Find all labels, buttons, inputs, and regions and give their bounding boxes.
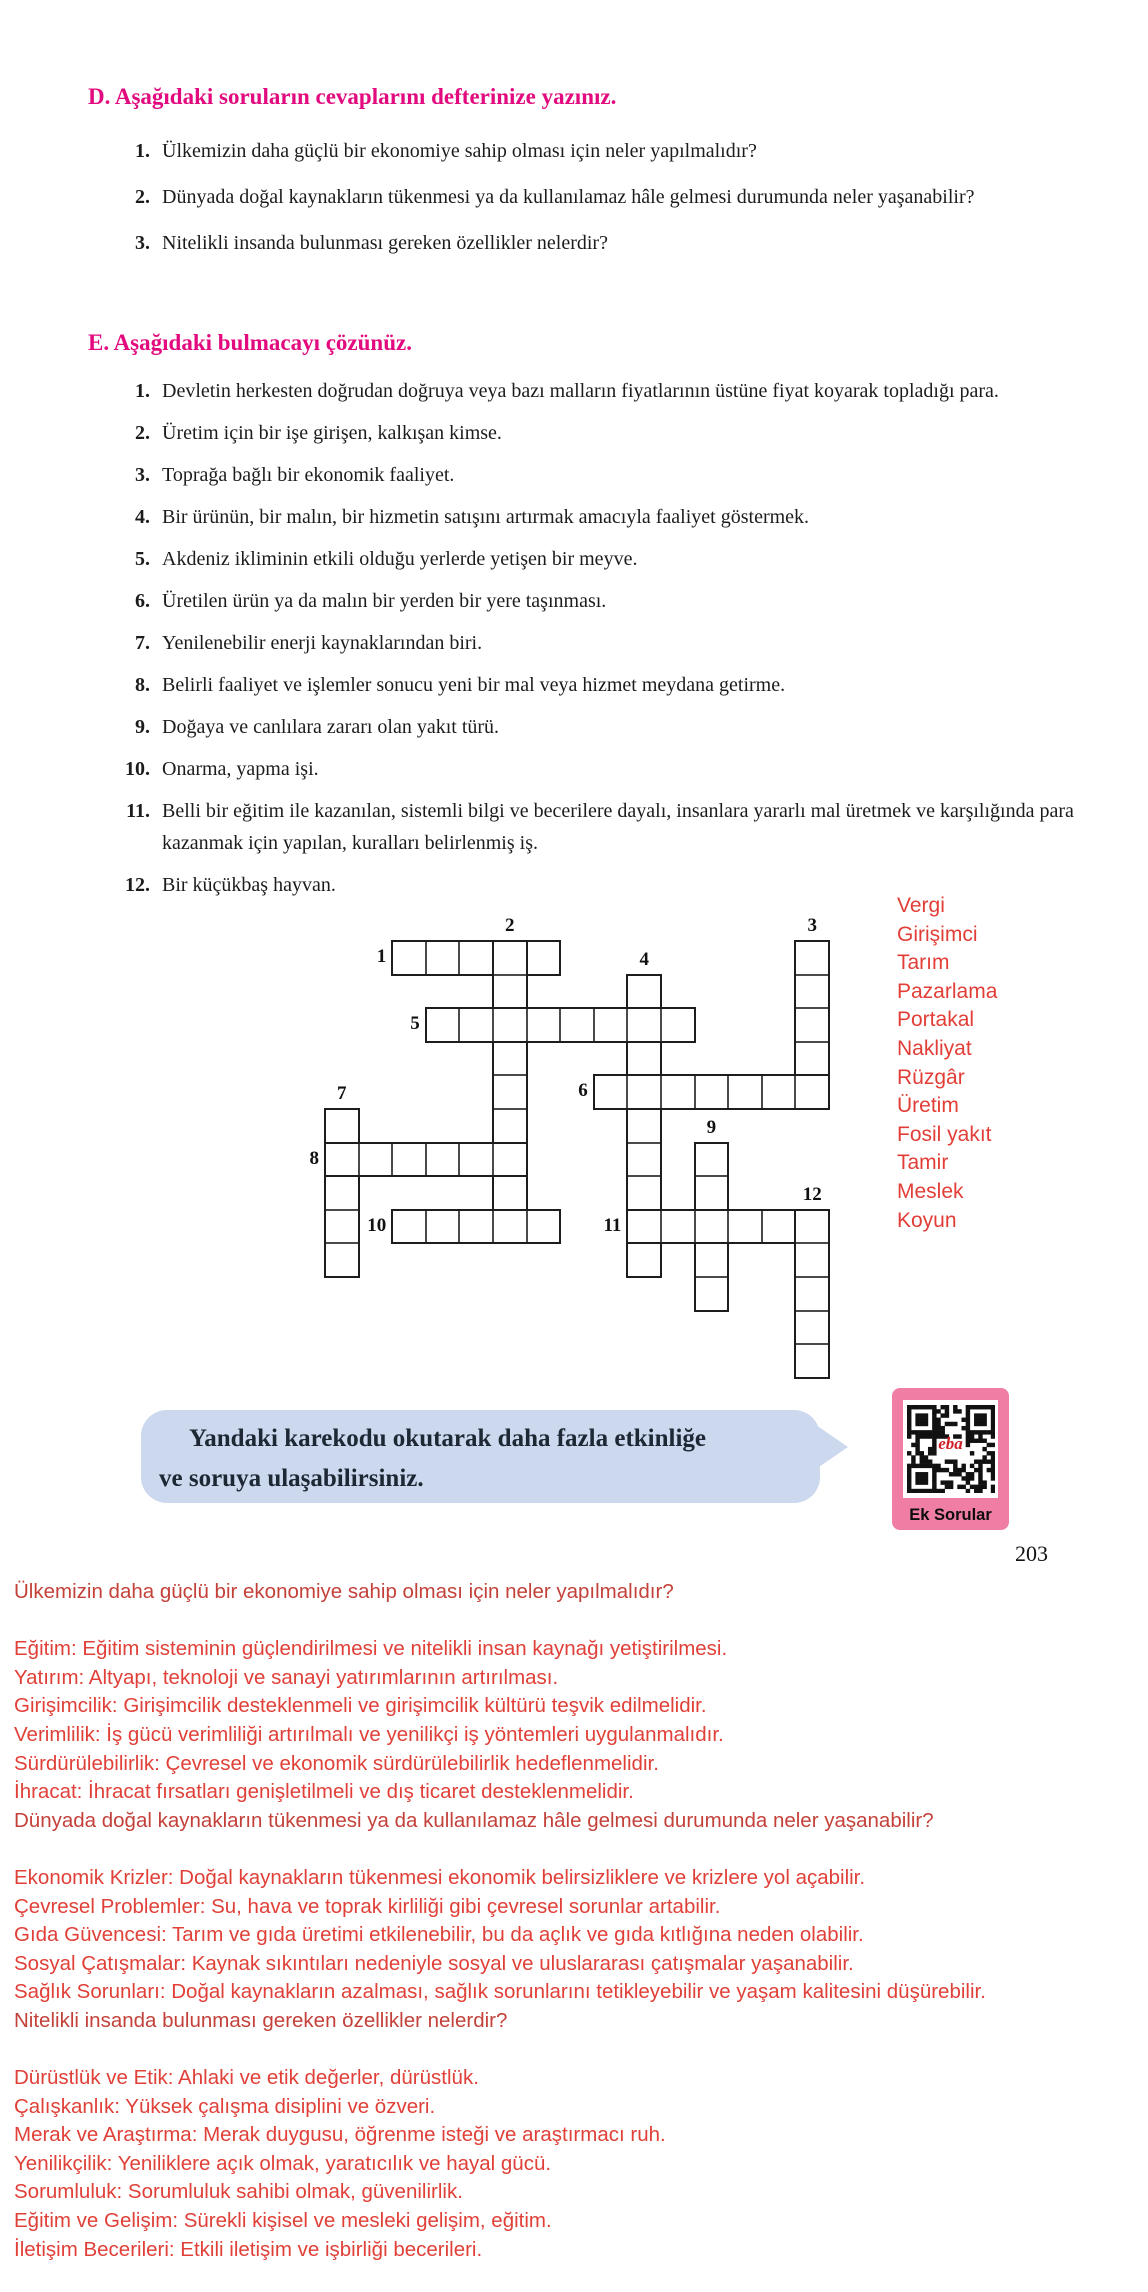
answers-question-line: Nitelikli insanda bulunması gereken özellikler nelerdir? (14, 2008, 508, 2032)
answers-answer-line: Merak ve Araştırma: Merak duygusu, öğrenme isteği ve araştırmacı ruh. (14, 2123, 666, 2147)
question-number: 5. (135, 548, 150, 570)
crossword-answer-bank (897, 892, 997, 1235)
crossword-cell[interactable] (392, 1143, 426, 1177)
question-item (118, 585, 1113, 617)
crossword-cell[interactable] (795, 1075, 829, 1109)
question-number: 7. (135, 632, 150, 654)
answers-answer-line: Çevresel Problemler: Su, hava ve toprak kirliliği gibi çevresel sorunlar artabilir. (14, 1894, 721, 1918)
answer-bank-item: Pazarlama (897, 979, 998, 1003)
question-item (118, 753, 1113, 785)
crossword-cell[interactable] (627, 1075, 661, 1109)
question-number: 3. (135, 464, 150, 486)
question-number: 2. (135, 422, 150, 444)
question-item (118, 795, 1113, 859)
crossword-cell[interactable] (426, 1008, 460, 1042)
question-number: 9. (135, 716, 150, 738)
crossword-cell[interactable] (325, 1143, 359, 1177)
answers-answer-line: Sağlık Sorunları: Doğal kaynakların azalması, sağlık sorunlarını tetikleyebilir ve yaşam kalitesini düşürebilir. (14, 1980, 986, 2004)
crossword-cell[interactable] (795, 1210, 829, 1244)
question-text: Ülkemizin daha güçlü bir ekonomiye sahip olması için neler yapılmalıdır? (162, 140, 757, 162)
section-d-items (118, 135, 1113, 273)
crossword-cell[interactable] (594, 1075, 628, 1109)
crossword-cell[interactable] (627, 1143, 661, 1177)
crossword-cell[interactable] (325, 1243, 359, 1277)
crossword-clue-number: 10 (367, 1214, 387, 1236)
crossword-clue-number: 7 (337, 1083, 347, 1104)
answers-answer-line: Girişimcilik: Girişimcilik desteklenmeli ve girişimcilik kültürü teşvik edilmelidir. (14, 1694, 707, 1718)
crossword-cell[interactable] (695, 1075, 729, 1109)
crossword-cell[interactable] (325, 1210, 359, 1244)
crossword-cell[interactable] (459, 1008, 493, 1042)
crossword-cell[interactable] (392, 941, 426, 975)
question-text: Nitelikli insanda bulunması gereken özellikler nelerdir? (162, 232, 608, 254)
crossword-cell[interactable] (493, 1109, 527, 1143)
question-number: 2. (135, 186, 150, 208)
question-text: Devletin herkesten doğrudan doğruya veya bazı malların fiyatlarının üstüne fiyat koyarak topladığı para. (162, 380, 999, 402)
question-number: 1. (135, 380, 150, 402)
crossword-cell[interactable] (493, 1008, 527, 1042)
question-text: Üretim için bir işe girişen, kalkışan kimse. (162, 422, 502, 444)
crossword-cell[interactable] (392, 1210, 426, 1244)
crossword-cell[interactable] (695, 1210, 729, 1244)
qr-badge-label: Ek Sorular (909, 1506, 992, 1524)
answers-answer-line: Sürdürülebilirlik: Çevresel ve ekonomik sürdürülebilirlik hedeflenmelidir. (14, 1751, 659, 1775)
answer-bank-item: Tamir (897, 1151, 949, 1175)
crossword-cell[interactable] (795, 941, 829, 975)
answers-answer-line: Eğitim: Eğitim sisteminin güçlendirilmesi ve nitelikli insan kaynağı yetiştirilmesi. (14, 1637, 728, 1661)
handwritten-answers-block (14, 1578, 1148, 2264)
question-text: Bir küçükbaş hayvan. (162, 874, 336, 896)
crossword-clue-number: 11 (603, 1214, 622, 1236)
question-item (118, 135, 1113, 167)
answer-bank-item: Fosil yakıt (897, 1122, 992, 1146)
question-item (118, 627, 1113, 659)
answer-bank-item: Nakliyat (897, 1036, 972, 1060)
crossword-cell[interactable] (762, 1075, 796, 1109)
crossword-cell[interactable] (325, 1176, 359, 1210)
crossword-cell[interactable] (795, 1277, 829, 1311)
answer-bank-item: Tarım (897, 951, 950, 975)
crossword-clue-number: 5 (410, 1013, 420, 1035)
crossword-clue-number: 9 (706, 1116, 717, 1138)
question-number: 8. (135, 674, 150, 696)
crossword-cell[interactable] (728, 1210, 762, 1244)
answers-answer-line: Sorumluluk: Sorumluluk sahibi olmak, güvenilirlik. (14, 2180, 463, 2204)
crossword-cell[interactable] (527, 1008, 561, 1042)
eba-logo: eba (938, 1434, 963, 1453)
crossword-clue-number: 2 (505, 915, 515, 936)
question-number: 1. (135, 140, 150, 162)
crossword-cell[interactable] (560, 1008, 594, 1042)
blank-line (14, 2036, 1148, 2065)
crossword-cell[interactable] (493, 1075, 527, 1109)
crossword-clue-number: 12 (802, 1183, 822, 1205)
qr-callout-bubble (141, 1410, 820, 1503)
crossword-cell[interactable] (493, 1042, 527, 1076)
question-item (118, 711, 1113, 743)
question-item (118, 669, 1113, 701)
answer-bank-item: Rüzgâr (897, 1065, 965, 1089)
crossword-cell[interactable] (594, 1008, 628, 1042)
crossword-cell[interactable] (359, 1143, 393, 1177)
question-number: 12. (125, 874, 150, 896)
crossword-grid (300, 905, 845, 1390)
answers-answer-line: Dürüstlük ve Etik: Ahlaki ve etik değerler, dürüstlük. (14, 2066, 479, 2090)
answers-question-line: Dünyada doğal kaynakların tükenmesi ya da kullanılamaz hâle gelmesi durumunda neler yaşanabilir? (14, 1808, 934, 1832)
crossword-cell[interactable] (695, 1143, 729, 1177)
crossword-clue-number: 4 (639, 948, 649, 970)
question-text: Belli bir eğitim ile kazanılan, sistemli bilgi ve becerilere dayalı, insanlara yararlı mal üretmek ve karşılığında para kazanmak için yapılan, kuralları belirlenmiş iş. (162, 800, 1074, 854)
answer-bank-item: Meslek (897, 1179, 964, 1203)
crossword-cell[interactable] (426, 941, 460, 975)
crossword-cell[interactable] (728, 1075, 762, 1109)
section-e-title: E. Aşağıdaki bulmacayı çözünüz. (88, 330, 412, 355)
crossword-cell[interactable] (627, 1176, 661, 1210)
crossword-cell[interactable] (661, 1210, 695, 1244)
qr-badge (892, 1388, 1009, 1530)
crossword-cell[interactable] (661, 1075, 695, 1109)
answers-answer-line: Sosyal Çatışmalar: Kaynak sıkıntıları nedeniyle sosyal ve uluslararası çatışmalar yaşanabilir. (14, 1951, 854, 1975)
crossword-cell[interactable] (661, 1008, 695, 1042)
crossword-cell[interactable] (695, 1243, 729, 1277)
crossword-cell[interactable] (527, 941, 561, 975)
question-text: Belirli faaliyet ve işlemler sonucu yeni bir mal veya hizmet meydana getirme. (162, 674, 786, 696)
crossword-cell[interactable] (795, 1243, 829, 1277)
question-number: 3. (135, 232, 150, 254)
crossword-cell[interactable] (493, 1210, 527, 1244)
crossword-cell[interactable] (795, 1311, 829, 1345)
question-text: Dünyada doğal kaynakların tükenmesi ya da kullanılamaz hâle gelmesi durumunda neler yaşanabilir? (162, 186, 975, 208)
question-item (118, 181, 1113, 213)
answer-bank-item: Girişimci (897, 922, 978, 946)
answers-answer-line: Verimlilik: İş gücü verimliliği artırılmalı ve yenilikçi iş yöntemleri uygulanmalıdır. (14, 1722, 724, 1746)
answers-answer-line: Ekonomik Krizler: Doğal kaynakların tükenmesi ekonomik belirsizliklere ve krizlere yol açabilir. (14, 1865, 866, 1889)
crossword-cell[interactable] (627, 975, 661, 1009)
blank-line (14, 1607, 1148, 1636)
crossword-cell[interactable] (459, 1143, 493, 1177)
question-text: Doğaya ve canlılara zararı olan yakıt türü. (162, 716, 500, 738)
answer-bank-item: Portakal (897, 1008, 975, 1032)
answers-answer-line: Eğitim ve Gelişim: Sürekli kişisel ve mesleki gelişim, eğitim. (14, 2209, 552, 2233)
callout-line2: ve soruya ulaşabilirsiniz. (159, 1465, 424, 1492)
crossword-cell[interactable] (459, 941, 493, 975)
answers-answer-line: Gıda Güvencesi: Tarım ve gıda üretimi etkilenebilir, bu da açlık ve gıda kıtlığına neden olabilir. (14, 1923, 864, 1947)
callout-tail-icon (816, 1425, 848, 1469)
crossword-clue-number: 6 (578, 1080, 588, 1102)
question-text: Üretilen ürün ya da malın bir yerden bir yere taşınması. (162, 590, 607, 612)
qr-code-icon (903, 1400, 998, 1498)
answers-answer-line: İhracat: İhracat fırsatları genişletilmeli ve dış ticaret desteklenmelidir. (14, 1780, 634, 1804)
question-text: Bir ürünün, bir malın, bir hizmetin satışını artırmak amacıyla faaliyet göstermek. (162, 506, 810, 528)
question-text: Akdeniz ikliminin etkili olduğu yerlerde yetişen bir meyve. (162, 548, 638, 570)
crossword-cell[interactable] (627, 1042, 661, 1076)
crossword-cell[interactable] (459, 1210, 493, 1244)
answers-answer-line: İletişim Becerileri: Etkili iletişim ve işbirliği becerileri. (14, 2237, 483, 2261)
answer-bank-item: Üretim (897, 1094, 959, 1118)
crossword-cell[interactable] (527, 1210, 561, 1244)
crossword-cell[interactable] (695, 1277, 729, 1311)
question-number: 11. (126, 800, 150, 822)
crossword-cell[interactable] (325, 1109, 359, 1143)
answers-answer-line: Yatırım: Altyapı, teknoloji ve sanayi yatırımlarının artırılması. (14, 1665, 559, 1689)
question-text: Onarma, yapma işi. (162, 758, 319, 780)
crossword-clue-number: 1 (376, 946, 387, 967)
question-item (118, 543, 1113, 575)
crossword-clue-number: 8 (309, 1147, 319, 1169)
crossword-cell[interactable] (627, 1243, 661, 1277)
crossword-cell[interactable] (627, 1109, 661, 1143)
question-number: 10. (125, 758, 150, 780)
crossword-cell[interactable] (762, 1210, 796, 1244)
answers-question-line: Ülkemizin daha güçlü bir ekonomiye sahip olması için neler yapılmalıdır? (14, 1580, 674, 1603)
question-item (118, 375, 1113, 407)
crossword-cell[interactable] (795, 1042, 829, 1076)
crossword-cell[interactable] (493, 1176, 527, 1210)
crossword-clue-number: 3 (807, 915, 817, 936)
answer-bank-item: Vergi (897, 894, 945, 917)
crossword-cell[interactable] (493, 975, 527, 1009)
crossword-cell[interactable] (627, 1210, 661, 1244)
crossword-cell[interactable] (493, 941, 527, 975)
answer-bank-item: Koyun (897, 1208, 957, 1232)
crossword-cell[interactable] (795, 1008, 829, 1042)
crossword-cell[interactable] (795, 1344, 829, 1378)
question-text: Yenilenebilir enerji kaynaklarından biri. (162, 632, 483, 654)
question-number: 4. (135, 506, 150, 528)
section-d-title: D. Aşağıdaki soruların cevaplarını defterinize yazınız. (88, 84, 617, 109)
crossword-cell[interactable] (426, 1143, 460, 1177)
callout-line1: Yandaki karekodu okutarak daha fazla etkinliğe (189, 1425, 707, 1452)
section-e-items (118, 375, 1113, 911)
answers-answer-line: Yenilikçilik: Yeniliklere açık olmak, yaratıcılık ve hayal gücü. (14, 2151, 552, 2175)
crossword-cell[interactable] (627, 1008, 661, 1042)
crossword-cell[interactable] (493, 1143, 527, 1177)
question-item (118, 459, 1113, 491)
answers-answer-line: Çalışkanlık: Yüksek çalışma disiplini ve özveri. (14, 2094, 436, 2118)
question-item (118, 417, 1113, 449)
page-number: 203 (1015, 1541, 1048, 1566)
crossword-cell[interactable] (426, 1210, 460, 1244)
question-item (118, 227, 1113, 259)
question-item (118, 501, 1113, 533)
crossword-cell[interactable] (795, 975, 829, 1009)
question-number: 6. (135, 590, 150, 612)
question-text: Toprağa bağlı bir ekonomik faaliyet. (162, 464, 455, 486)
crossword-cell[interactable] (695, 1176, 729, 1210)
blank-line (14, 1835, 1148, 1864)
